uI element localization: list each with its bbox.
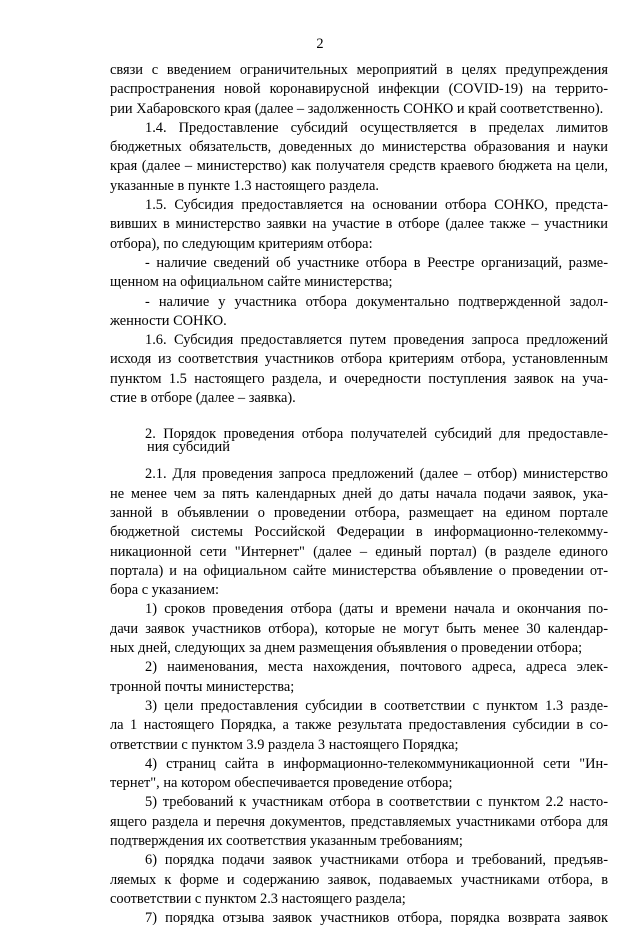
paragraph-1-5 [110, 196, 608, 254]
text-line: 5) требований к участникам отбора в соответствии с пунктом 2.2 насто- [145, 794, 608, 811]
text-line: 2.1. Для проведения запроса предложений (далее – отбор) министерство [145, 466, 608, 483]
list-item-4 [110, 755, 608, 794]
text-line: вивших в министерство заявки на участие в отборе (далее также – участники [110, 216, 608, 233]
list-item-7 [110, 909, 608, 928]
text-line: - наличие сведений об участнике отбора в Реестре организаций, разме- [145, 254, 608, 271]
text-line: бюджетных обязательств, доведенных до министерства образования и науки [110, 139, 608, 156]
section-heading [145, 428, 608, 454]
text-line: стие в отборе (далее – заявка). [110, 390, 296, 407]
text-line: указанные в пункте 1.3 настоящего раздела. [110, 177, 379, 194]
text-line: тронной почты министерства; [110, 678, 295, 695]
text-line: не менее чем за пять календарных дней до даты начала подачи заявок, ука- [110, 485, 608, 502]
text-line: 1.6. Субсидия предоставляется путем проведения запроса предложений [145, 332, 608, 349]
heading-line: ния субсидий [147, 439, 230, 456]
text-line: ответствии с пунктом 3.9 раздела 3 настоящего Порядка; [110, 736, 459, 753]
text-line: ных дней, следующих за днем размещения объявления о проведении отбора; [110, 640, 583, 657]
list-item-6 [110, 851, 608, 909]
text-line: связи с введением ограничительных мероприятий в целях предупреждения [110, 62, 608, 78]
paragraph-1-4 [110, 119, 608, 196]
text-line: подтверждения их соответствия указанным требованиям; [110, 832, 463, 849]
text-line: никационной сети "Интернет" (далее – единый портал) (в разделе единого [110, 543, 608, 560]
text-line: 6) порядка подачи заявок участниками отбора и требований, предъяв- [145, 852, 608, 869]
text-line: занной в объявлении о проведении отбора, размещает на едином портале [110, 504, 608, 521]
text-line: портала) и на официальном сайте министерства объявление о проведении от- [110, 562, 608, 579]
paragraph-1-3-continuation [110, 61, 608, 119]
text-line: 7) порядка отзыва заявок участников отбора, порядка возврата заявок [145, 910, 608, 927]
text-line: края (далее – министерство) как получателя средств краевого бюджета на цели, [110, 158, 608, 175]
text-line: женности СОНКО. [110, 312, 227, 329]
list-item-2 [110, 658, 608, 697]
text-line: тернет", на котором обеспечивается проведение отбора; [110, 775, 453, 792]
text-line: 2) наименования, места нахождения, почтового адреса, адреса элек- [145, 659, 608, 676]
text-line: бюджетной системы Российской Федерации в информационно-телекомму- [110, 524, 608, 541]
text-line: пунктом 1.5 настоящего раздела, и очередности поступления заявок на уча- [110, 370, 608, 387]
text-line: 1.4. Предоставление субсидий осуществляется в пределах лимитов [145, 119, 608, 136]
text-line: ла 1 настоящего Порядка, а также результата предоставления субсидии в со- [110, 717, 608, 734]
text-line: ящего раздела и перечня документов, представляемых участниками отбора для [110, 813, 608, 830]
text-line: 1) сроков проведения отбора (даты и времени начала и окончания по- [145, 601, 608, 618]
text-line: ляемых к форме и содержанию заявок, подаваемых участниками отбора, в [110, 871, 608, 888]
page-number: 2 [316, 36, 324, 52]
text-line: отбора), по следующим критериям отбора: [110, 235, 373, 252]
text-line: исходя из соответствия участников отбора критериям отбора, установленным [110, 351, 608, 368]
text-line: бора с указанием: [110, 582, 220, 599]
text-line: дачи заявок участников отбора), которые не могут быть менее 30 календар- [110, 620, 608, 637]
heading-line: 2. Порядок проведения отбора получателей субсидий для предоставле- [145, 426, 608, 443]
document-body [110, 61, 608, 928]
text-line: 3) цели предоставления субсидии в соответствии с пунктом 1.3 разде- [145, 697, 608, 714]
criterion-2 [110, 293, 608, 332]
paragraph-1-6 [110, 331, 608, 408]
criterion-1 [110, 254, 608, 293]
text-line: 1.5. Субсидия предоставляется на основании отбора СОНКО, предста- [145, 197, 608, 214]
text-line: щенном на официальном сайте министерства; [110, 274, 393, 291]
list-item-1 [110, 600, 608, 658]
text-line: 4) страниц сайта в информационно-телекоммуникационной сети "Ин- [145, 755, 608, 772]
list-item-5 [110, 793, 608, 851]
paragraph-2-1 [110, 465, 608, 600]
text-line: - наличие у участника отбора документально подтвержденной задол- [145, 293, 608, 310]
list-item-3 [110, 697, 608, 755]
text-line: рии Хабаровского края (далее – задолженность СОНКО и край соответственно). [110, 100, 604, 117]
text-line: распространения новой коронавирусной инфекции (COVID-19) на террито- [110, 81, 608, 98]
text-line: соответствии с пунктом 2.3 настоящего раздела; [110, 890, 406, 907]
